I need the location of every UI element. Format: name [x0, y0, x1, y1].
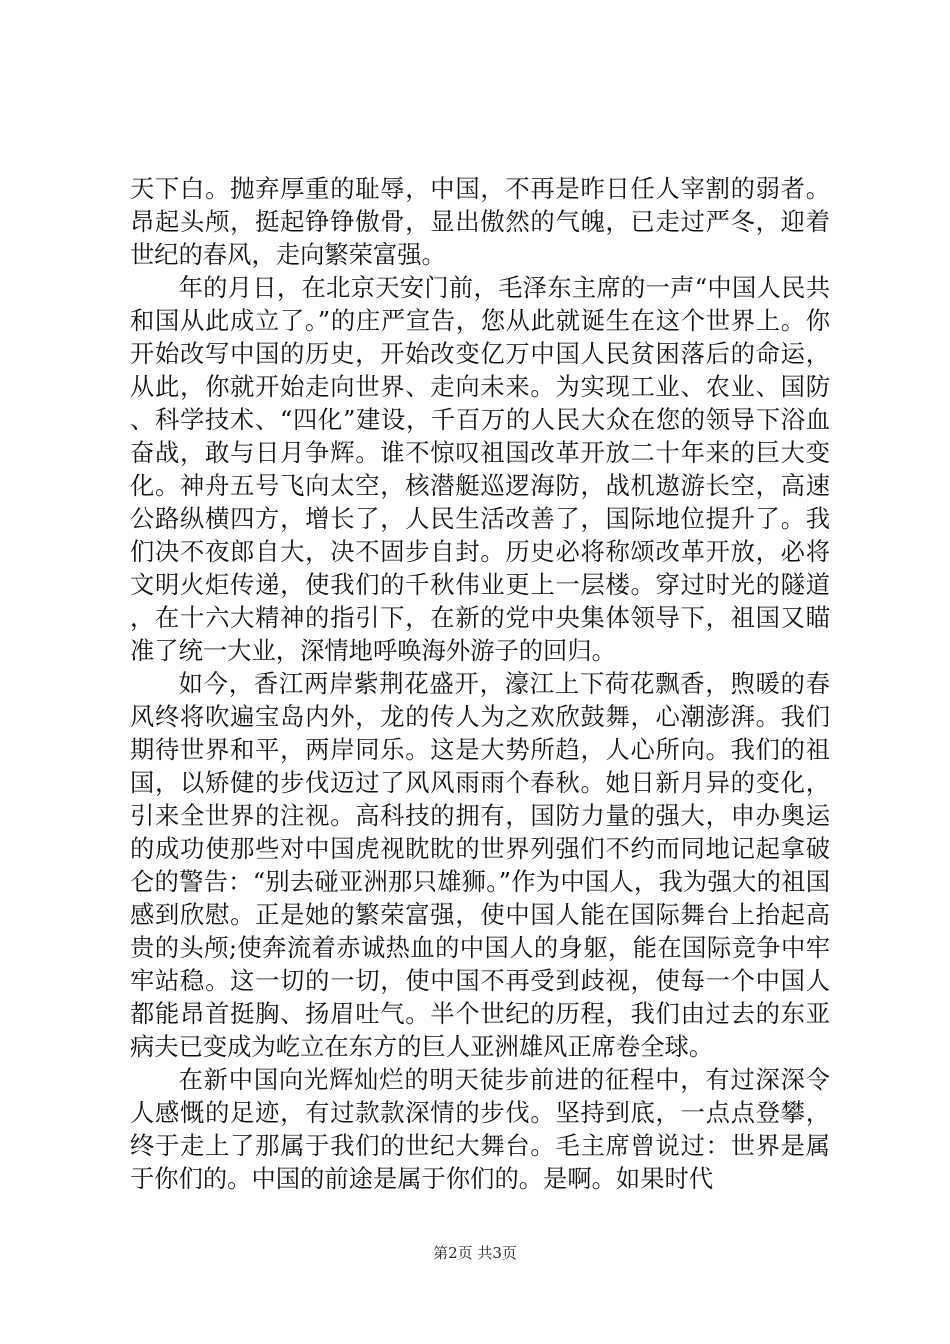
paragraph-journey: 在新中国向光辉灿烂的明天徒步前进的征程中，有过深深令人感慨的足迹，有过款款深情的步伐。坚持到底，一点点登攀，终于走上了那属于我们的世纪大舞台。毛主席曾说过：世界是属于你们的。中国的前途是属于你们的。是啊。如果时代: [130, 1065, 830, 1193]
paragraph-today: 如今，香江两岸紫荆花盛开，濠江上下荷花飘香，煦暖的春风终将吹遍宝岛内外，龙的传人为之欢欣鼓舞，心潮澎湃。我们期待世界和平，两岸同乐。这是大势所趋，人心所向。我们的祖国，以矫健的步伐迈过了风风雨雨个春秋。她日新月异的变化，引来全世界的注视。高科技的拥有，国防力量的强大，申办奥运的成功使那些对中国虎视眈眈的世界列强们不约而同地记起拿破仑的警告：“别去碰亚洲那只雄狮。”作为中国人，我为强大的祖国感到欣慰。正是她的繁荣富强，使中国人能在国际舞台上抬起高贵的头颅;使奔流着赤诚热血的中国人的身躯，能在国际竞争中牢牢站稳。这一切的一切，使中国不再受到歧视，使每一个中国人都能昂首挺胸、扬眉吐气。半个世纪的历程，我们由过去的东亚病夫已变成为屹立在东方的巨人亚洲雄风正席卷全球。: [130, 669, 830, 1061]
page-number-footer: 第2页 共3页: [433, 1244, 517, 1262]
paragraph-continuation: 天下白。抛弃厚重的耻辱，中国，不再是昨日任人宰割的弱者。昂起头颅，挺起铮铮傲骨，显出傲然的气魄，已走过严冬，迎着世纪的春风，走向繁荣富强。: [130, 174, 830, 269]
paragraph-founding: 年的月日，在北京天安门前，毛泽东主席的一声“中国人民共和国从此成立了。”的庄严宣告，您从此就诞生在这个世界上。你开始改写中国的历史，开始改变亿万中国人民贫困落后的命运，从此，你就开始走向世界、走向未来。为实现工业、农业、国防、科学技术、“四化”建设，千百万的人民大众在您的领导下浴血奋战，敢与日月争辉。谁不惊叹祖国改革开放二十年来的巨大变化。神舟五号飞向太空，核潜艇巡逻海防，战机遨游长空，高速公路纵横四方，增长了，人民生活改善了，国际地位提升了。我们决不夜郎自大，决不固步自封。历史必将称颂改革开放，必将文明火炬传递，使我们的千秋伟业更上一层楼。穿过时光的隧道，在十六大精神的指引下，在新的党中央集体领导下，祖国又瞄准了统一大业，深情地呼唤海外游子的回归。: [130, 273, 830, 665]
document-body: [130, 172, 830, 1195]
